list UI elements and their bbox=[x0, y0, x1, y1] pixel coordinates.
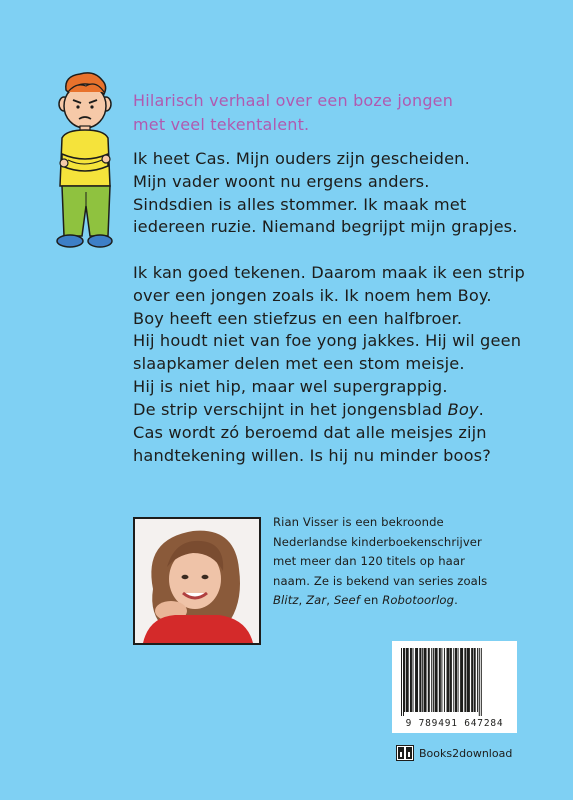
blurb-line: over een jongen zoals ik. Ik noem hem Boy. bbox=[133, 285, 492, 305]
bio-line: Nederlandse kinderboekenschrijver bbox=[273, 534, 482, 549]
bio-line: met meer dan 120 titels op haar bbox=[273, 554, 465, 569]
tagline bbox=[133, 89, 533, 137]
blurb-paragraph-3 bbox=[133, 399, 553, 467]
bio-text: . bbox=[454, 593, 458, 608]
bio-text: , bbox=[298, 593, 307, 608]
blurb-line: Mijn vader woont nu ergens anders. bbox=[133, 171, 430, 191]
blurb-line: Hij houdt niet van foe yong jakkes. Hij wil geen bbox=[133, 331, 522, 351]
series-title: Robotoorlog bbox=[382, 593, 455, 608]
boy-illustration bbox=[50, 68, 122, 252]
bio-text: , bbox=[326, 593, 334, 608]
blurb-line: Cas wordt zó beroemd dat alle meisjes zijn bbox=[133, 422, 487, 442]
blurb-line: slaapkamer delen met een stom meisje. bbox=[133, 354, 465, 374]
tagline-line: met veel tekentalent. bbox=[133, 115, 310, 134]
blurb-line: Hij is niet hip, maar wel supergrappig. bbox=[133, 376, 448, 396]
publisher bbox=[396, 743, 512, 763]
isbn-barcode bbox=[392, 641, 517, 733]
bio-text: en bbox=[359, 593, 383, 608]
blurb-line bbox=[133, 399, 553, 422]
tagline-line: Hilarisch verhaal over een boze jongen bbox=[133, 91, 454, 110]
magazine-title: Boy bbox=[447, 400, 479, 419]
isbn-number: 9 789491 647284 bbox=[405, 718, 504, 729]
author-photo bbox=[133, 517, 261, 645]
blurb-line: Ik kan goed tekenen. Daarom maak ik een strip bbox=[133, 263, 525, 282]
blurb-line: handtekening willen. Is hij nu minder boos? bbox=[133, 445, 491, 465]
blurb-line: iedereen ruzie. Niemand begrijpt mijn grapjes. bbox=[133, 217, 518, 237]
publisher-logo bbox=[396, 745, 414, 761]
series-title: Blitz bbox=[273, 593, 299, 608]
blurb-text: . bbox=[478, 400, 484, 419]
series-title: Zar bbox=[306, 593, 327, 608]
author-bio bbox=[273, 513, 563, 611]
barcode-bars bbox=[401, 648, 508, 716]
blurb-text: De strip verschijnt in het jongensblad bbox=[133, 400, 448, 419]
blurb-paragraph-2 bbox=[133, 262, 553, 399]
blurb-line: Boy heeft een stiefzus en een halfbroer. bbox=[133, 308, 463, 328]
bio-line: Rian Visser is een bekroonde bbox=[273, 515, 444, 529]
bio-line bbox=[273, 591, 563, 611]
bio-line: naam. Ze is bekend van series zoals bbox=[273, 573, 488, 588]
blurb-line: Ik heet Cas. Mijn ouders zijn gescheiden. bbox=[133, 149, 470, 168]
publisher-name: Books2download bbox=[419, 746, 513, 760]
blurb-line: Sindsdien is alles stommer. Ik maak met bbox=[133, 194, 467, 214]
blurb-paragraph-1 bbox=[133, 148, 553, 239]
series-title: Seef bbox=[333, 593, 360, 608]
